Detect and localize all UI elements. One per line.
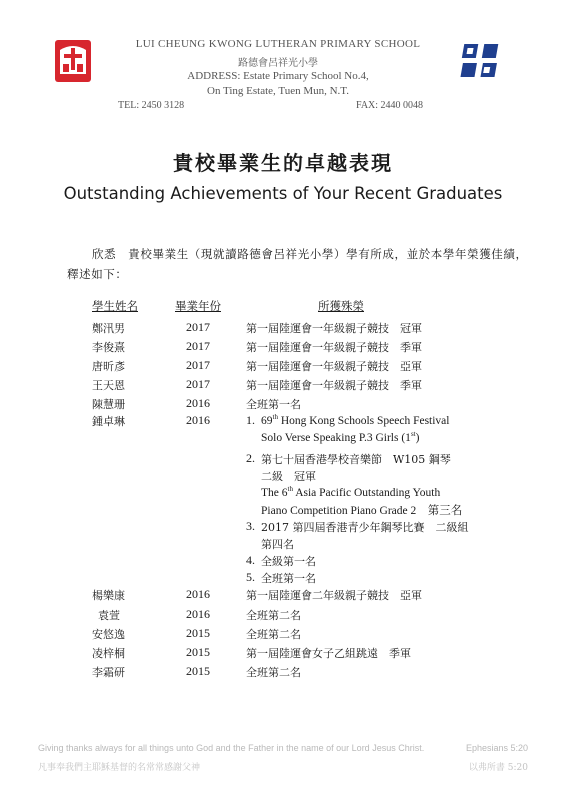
student-name: 凌梓桐 xyxy=(92,647,125,660)
table-row xyxy=(0,587,566,605)
award-line: 二級 冠軍 xyxy=(261,470,316,483)
award: 第一屆陸運會一年級親子競技 季軍 xyxy=(246,341,422,354)
table-row xyxy=(0,396,566,414)
footer-verse-zh xyxy=(38,760,528,773)
table-row xyxy=(0,626,566,644)
telephone: TEL: 2450 3128 xyxy=(118,100,185,111)
award: 全班第二名 xyxy=(246,628,301,641)
student-name: 鄭汛男 xyxy=(92,322,125,335)
address-line-1: ADDRESS: Estate Primary School No.4, xyxy=(187,70,369,82)
award: 第一屆陸運會一年級親子競技 季軍 xyxy=(246,379,422,392)
graduation-year: 2015 xyxy=(186,645,210,659)
award-line: 全班第一名 xyxy=(261,572,316,585)
student-name: 李霜研 xyxy=(92,666,125,679)
table-row xyxy=(0,320,566,338)
header-graduation-year: 畢業年份 xyxy=(175,299,221,313)
award: 第一屆陸運會一年級親子競技 冠軍 xyxy=(246,322,422,335)
address-line-2: On Ting Estate, Tuen Mun, N.T. xyxy=(207,85,349,97)
award-line: 第四名 xyxy=(261,538,294,551)
list-item xyxy=(246,485,546,502)
table-row xyxy=(0,339,566,357)
student-name: 王天恩 xyxy=(92,379,125,392)
award-number: 3. xyxy=(246,519,255,533)
list-item xyxy=(246,430,546,447)
graduation-year: 2015 xyxy=(186,626,210,640)
award-number: 1. xyxy=(246,413,255,427)
page-title-zh: 貴校畢業生的卓越表現 xyxy=(173,151,393,175)
graduation-year: 2016 xyxy=(186,413,210,427)
graduation-year: 2016 xyxy=(186,607,210,621)
list-item xyxy=(246,570,546,587)
award: 全班第二名 xyxy=(246,666,301,679)
student-name: 鍾卓琳 xyxy=(92,415,125,428)
list-item xyxy=(246,519,546,536)
list-item xyxy=(246,468,546,485)
verse-text-en: Giving thanks always for all things unto God and the Father in the name of our Lord Jesus Christ. xyxy=(38,743,425,753)
list-item xyxy=(246,451,546,468)
graduation-year: 2016 xyxy=(186,396,210,410)
list-item xyxy=(246,536,546,553)
student-name: 陳慧珊 xyxy=(92,398,125,411)
student-name: 楊樂康 xyxy=(92,589,125,602)
school-name-zh: 路德會呂祥光小學 xyxy=(238,58,318,69)
award-line: 69th Hong Kong Schools Speech Festival xyxy=(261,413,450,427)
graduation-year: 2016 xyxy=(186,587,210,601)
award-line: Piano Competition Piano Grade 2 第三名 xyxy=(261,505,463,517)
award-list xyxy=(246,413,546,587)
table-row xyxy=(0,607,566,625)
table-row xyxy=(0,664,566,682)
list-item xyxy=(246,553,546,570)
award-line: 第七十屆香港學校音樂節 W105 鋼琴 xyxy=(261,453,451,466)
student-name: 袁萱 xyxy=(98,609,120,622)
award-number: 5. xyxy=(246,570,255,584)
award-number: 2. xyxy=(246,451,255,465)
graduation-year: 2017 xyxy=(186,320,210,334)
table-row xyxy=(0,645,566,663)
award-number: 4. xyxy=(246,553,255,567)
verse-text-zh: 凡事奉我們主耶穌基督的名常常感謝父神 xyxy=(38,763,201,773)
intro-line-2: 釋述如下： xyxy=(67,267,128,281)
blue-logo-icon xyxy=(459,40,503,82)
table-row xyxy=(0,358,566,376)
list-item xyxy=(246,502,546,519)
table-row xyxy=(0,377,566,395)
award-line: Solo Verse Speaking P.3 Girls (1st) xyxy=(261,430,420,444)
page-title-en: Outstanding Achievements of Your Recent Graduates xyxy=(63,184,503,203)
student-name: 李俊熹 xyxy=(92,341,125,354)
award-line: 2017 第四屆香港青少年鋼琴比賽 二級組 xyxy=(261,521,469,534)
award-line: 全級第一名 xyxy=(261,555,316,568)
award: 全班第一名 xyxy=(246,398,301,411)
award-line: The 6th Asia Pacific Outstanding Youth xyxy=(261,485,441,499)
verse-reference-zh: 以弗所書 5:20 xyxy=(468,763,528,773)
student-name: 唐昕彥 xyxy=(92,360,125,373)
header-award: 所獲殊榮 xyxy=(318,299,364,313)
graduation-year: 2017 xyxy=(186,339,210,353)
award: 全班第二名 xyxy=(246,609,301,622)
award: 第一屆陸運會一年級親子競技 亞軍 xyxy=(246,360,422,373)
fax: FAX: 2440 0048 xyxy=(356,100,424,111)
verse-reference-en: Ephesians 5:20 xyxy=(465,743,528,753)
award: 第一屆陸運會二年級親子競技 亞軍 xyxy=(246,589,422,602)
header-student-name: 學生姓名 xyxy=(92,299,138,313)
award: 第一屆陸運會女子乙組跳遠 季軍 xyxy=(246,647,411,660)
graduation-year: 2017 xyxy=(186,358,210,372)
student-name: 安悠逸 xyxy=(92,628,125,641)
school-crest-icon xyxy=(55,40,91,82)
school-name-en: LUI CHEUNG KWONG LUTHERAN PRIMARY SCHOOL xyxy=(135,38,421,50)
intro-line-1: 欣悉 貴校畢業生（現就讀路德會呂祥光小學）學有所成，並於本學年榮獲佳績， xyxy=(92,247,528,261)
graduation-year: 2017 xyxy=(186,377,210,391)
footer-verse-en xyxy=(38,743,528,753)
list-item xyxy=(246,413,546,430)
graduation-year: 2015 xyxy=(186,664,210,678)
